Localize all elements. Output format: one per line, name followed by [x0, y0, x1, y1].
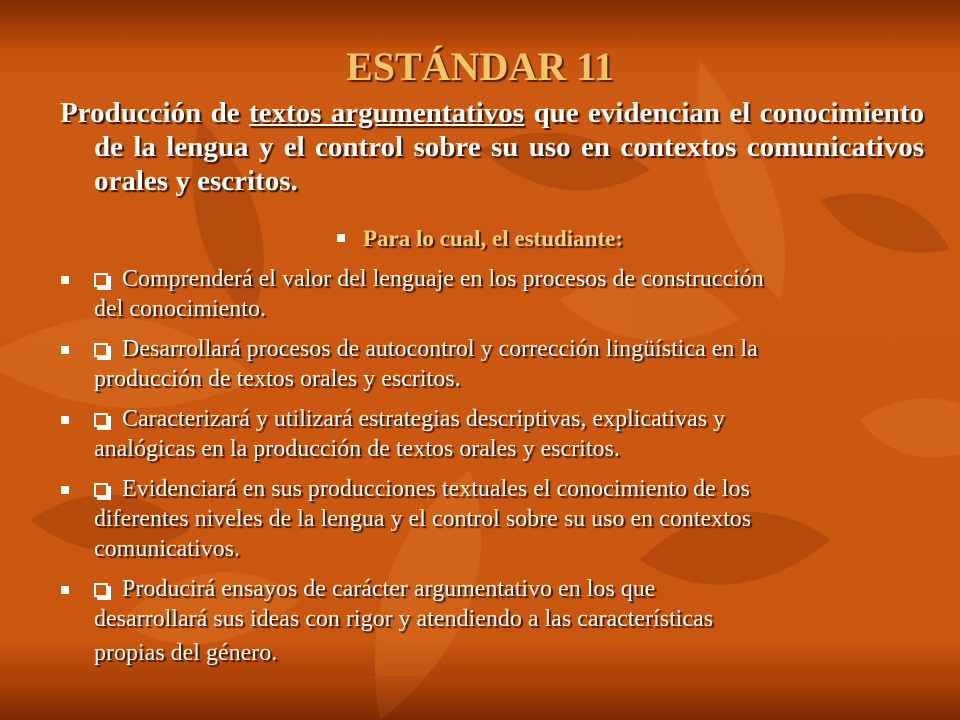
checkbox-icon: [94, 413, 108, 427]
checkbox-icon: [94, 583, 108, 597]
intro-paragraph: [60, 96, 924, 198]
list-item-text: Evidenciará en sus producciones textuales el conocimiento de los diferentes niveles de la lengua y el control sobre su uso en contextos comunicativos.: [94, 476, 752, 562]
intro-underlined-text: textos argumentativos: [248, 97, 525, 129]
checkbox-icon: [94, 483, 108, 497]
intro-text-after: que evidencian el conocimiento de la lengua y el control sobre su uso en contextos comunicativos orales y escritos.: [94, 97, 924, 197]
square-bullet-icon: [61, 586, 69, 594]
subheading: [0, 224, 960, 254]
square-bullet-icon: [61, 486, 69, 494]
intro-text-before: Producción de: [60, 97, 249, 129]
square-bullet-icon: [61, 346, 69, 354]
slide-title: ESTÁNDAR 11: [346, 44, 614, 89]
subheading-text: Para lo cual, el estudiante:: [363, 226, 623, 251]
bottom-band: [0, 676, 960, 720]
list-item-text: Producirá ensayos de carácter argumentativo en los que desarrollará sus ideas con rigor y atendiendo a las características propias del género.: [94, 576, 714, 666]
square-bullet-icon: [337, 234, 345, 242]
top-band: [0, 0, 960, 48]
square-bullet-icon: [61, 416, 69, 424]
checkbox-icon: [94, 343, 108, 357]
list-item-text: Comprenderá el valor del lenguaje en los procesos de construcción del conocimiento.: [94, 266, 764, 322]
square-bullet-icon: [61, 276, 69, 284]
list-item-text: Caracterizará y utilizará estrategias descriptivas, explicativas y analógicas en la producción de textos orales y escritos.: [94, 406, 726, 462]
checkbox-icon: [94, 273, 108, 287]
list-item-text: Desarrollará procesos de autocontrol y corrección lingüística en la producción de textos orales y escritos.: [94, 336, 758, 392]
